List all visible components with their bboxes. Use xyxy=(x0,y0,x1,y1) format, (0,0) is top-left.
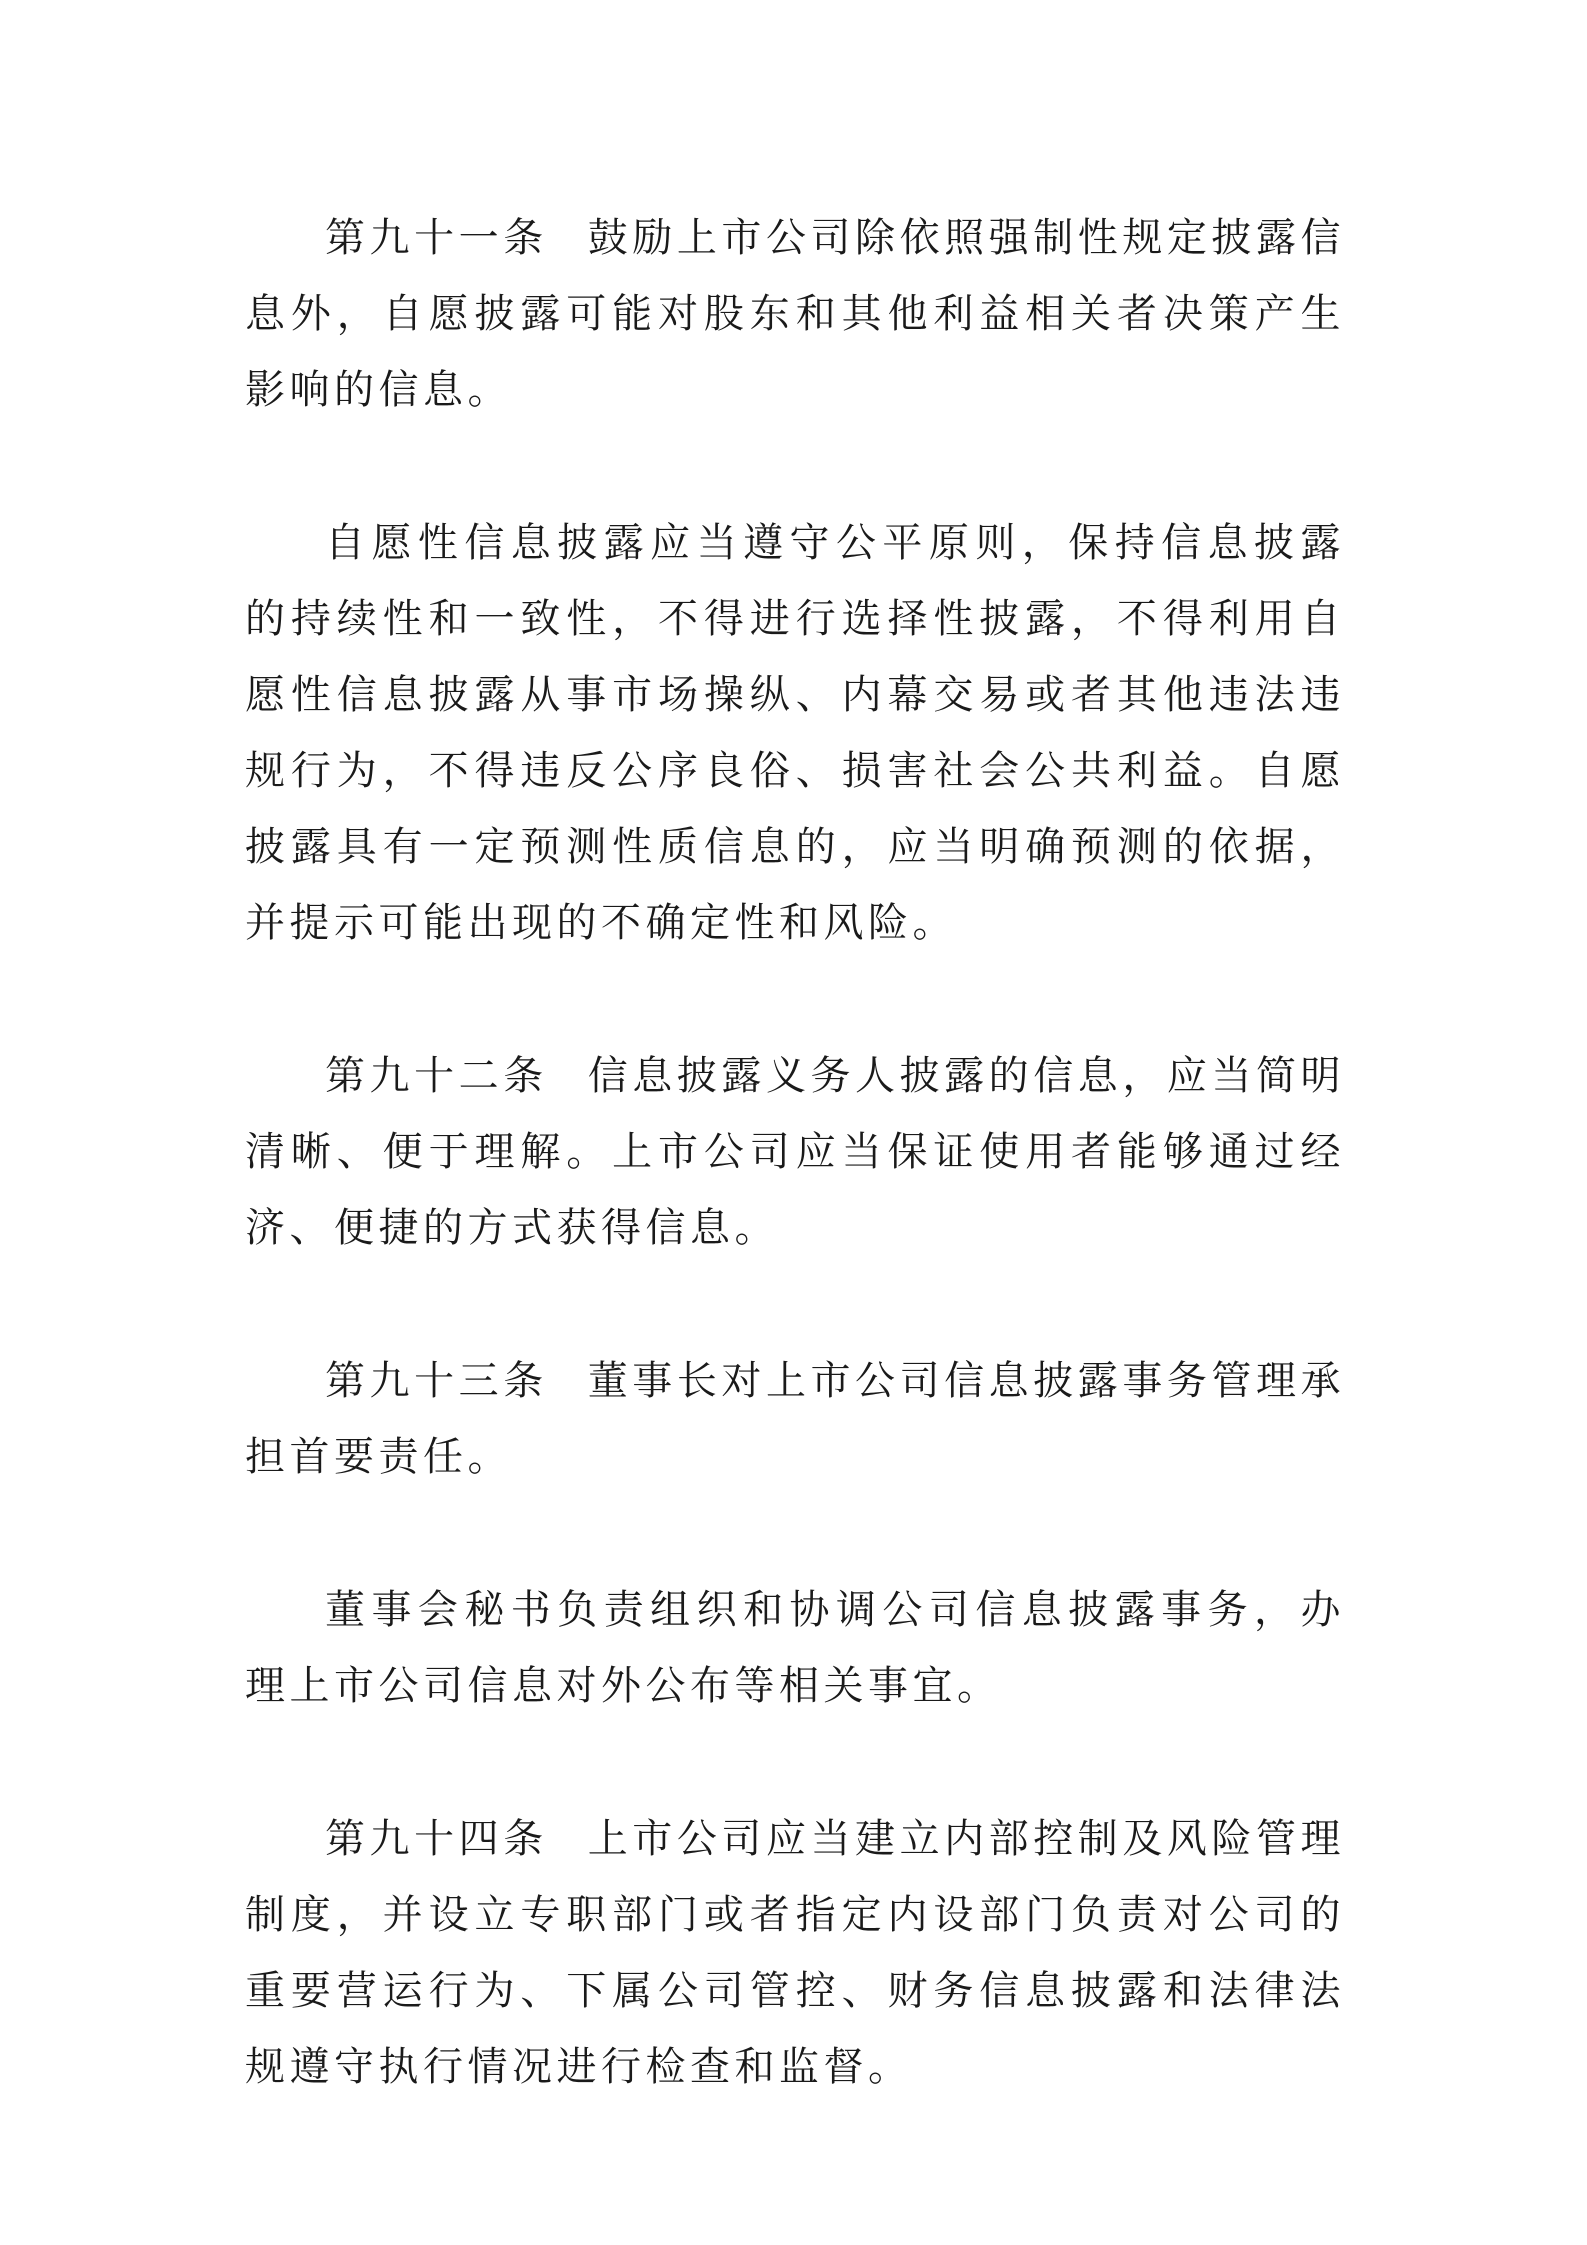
article-94-paragraph xyxy=(245,1801,1345,2105)
article-text: 信息披露义务人披露的信息，应当简明清晰、便于理解。上市公司应当保证使用者能够通过经济、便捷的方式获得信息。 xyxy=(245,1053,1346,1251)
article-text: 董事长对上市公司信息披露事务管理承担首要责任。 xyxy=(245,1358,1346,1480)
article-text: 自愿性信息披露应当遵守公平原则，保持信息披露的持续性和一致性，不得进行选择性披露，不得利用自愿性信息披露从事市场操纵、内幕交易或者其他违法违规行为，不得违反公序良俗、损害社会公共利益。自愿披露具有一定预测性质信息的，应当明确预测的依据，并提示可能出现的不确定性和风险。 xyxy=(245,520,1345,946)
article-text: 董事会秘书负责组织和协调公司信息披露事务，办理上市公司信息对外公布等相关事宜。 xyxy=(245,1587,1345,1709)
article-text: 上市公司应当建立内部控制及风险管理制度，并设立专职部门或者指定内设部门负责对公司的重要营运行为、下属公司管控、财务信息披露和法律法规遵守执行情况进行检查和监督。 xyxy=(245,1816,1346,2090)
article-91-paragraph-2 xyxy=(245,505,1345,961)
article-93-paragraph-2 xyxy=(245,1572,1345,1724)
article-number: 第九十四条 xyxy=(325,1816,548,1862)
document-body xyxy=(245,200,1345,2182)
article-92-paragraph xyxy=(245,1038,1345,1266)
article-91-paragraph xyxy=(245,200,1345,428)
article-93-paragraph xyxy=(245,1343,1345,1495)
article-number: 第九十二条 xyxy=(325,1053,548,1099)
article-number: 第九十一条 xyxy=(325,215,548,261)
article-text: 鼓励上市公司除依照强制性规定披露信息外，自愿披露可能对股东和其他利益相关者决策产生影响的信息。 xyxy=(245,215,1346,413)
article-number: 第九十三条 xyxy=(325,1358,548,1404)
